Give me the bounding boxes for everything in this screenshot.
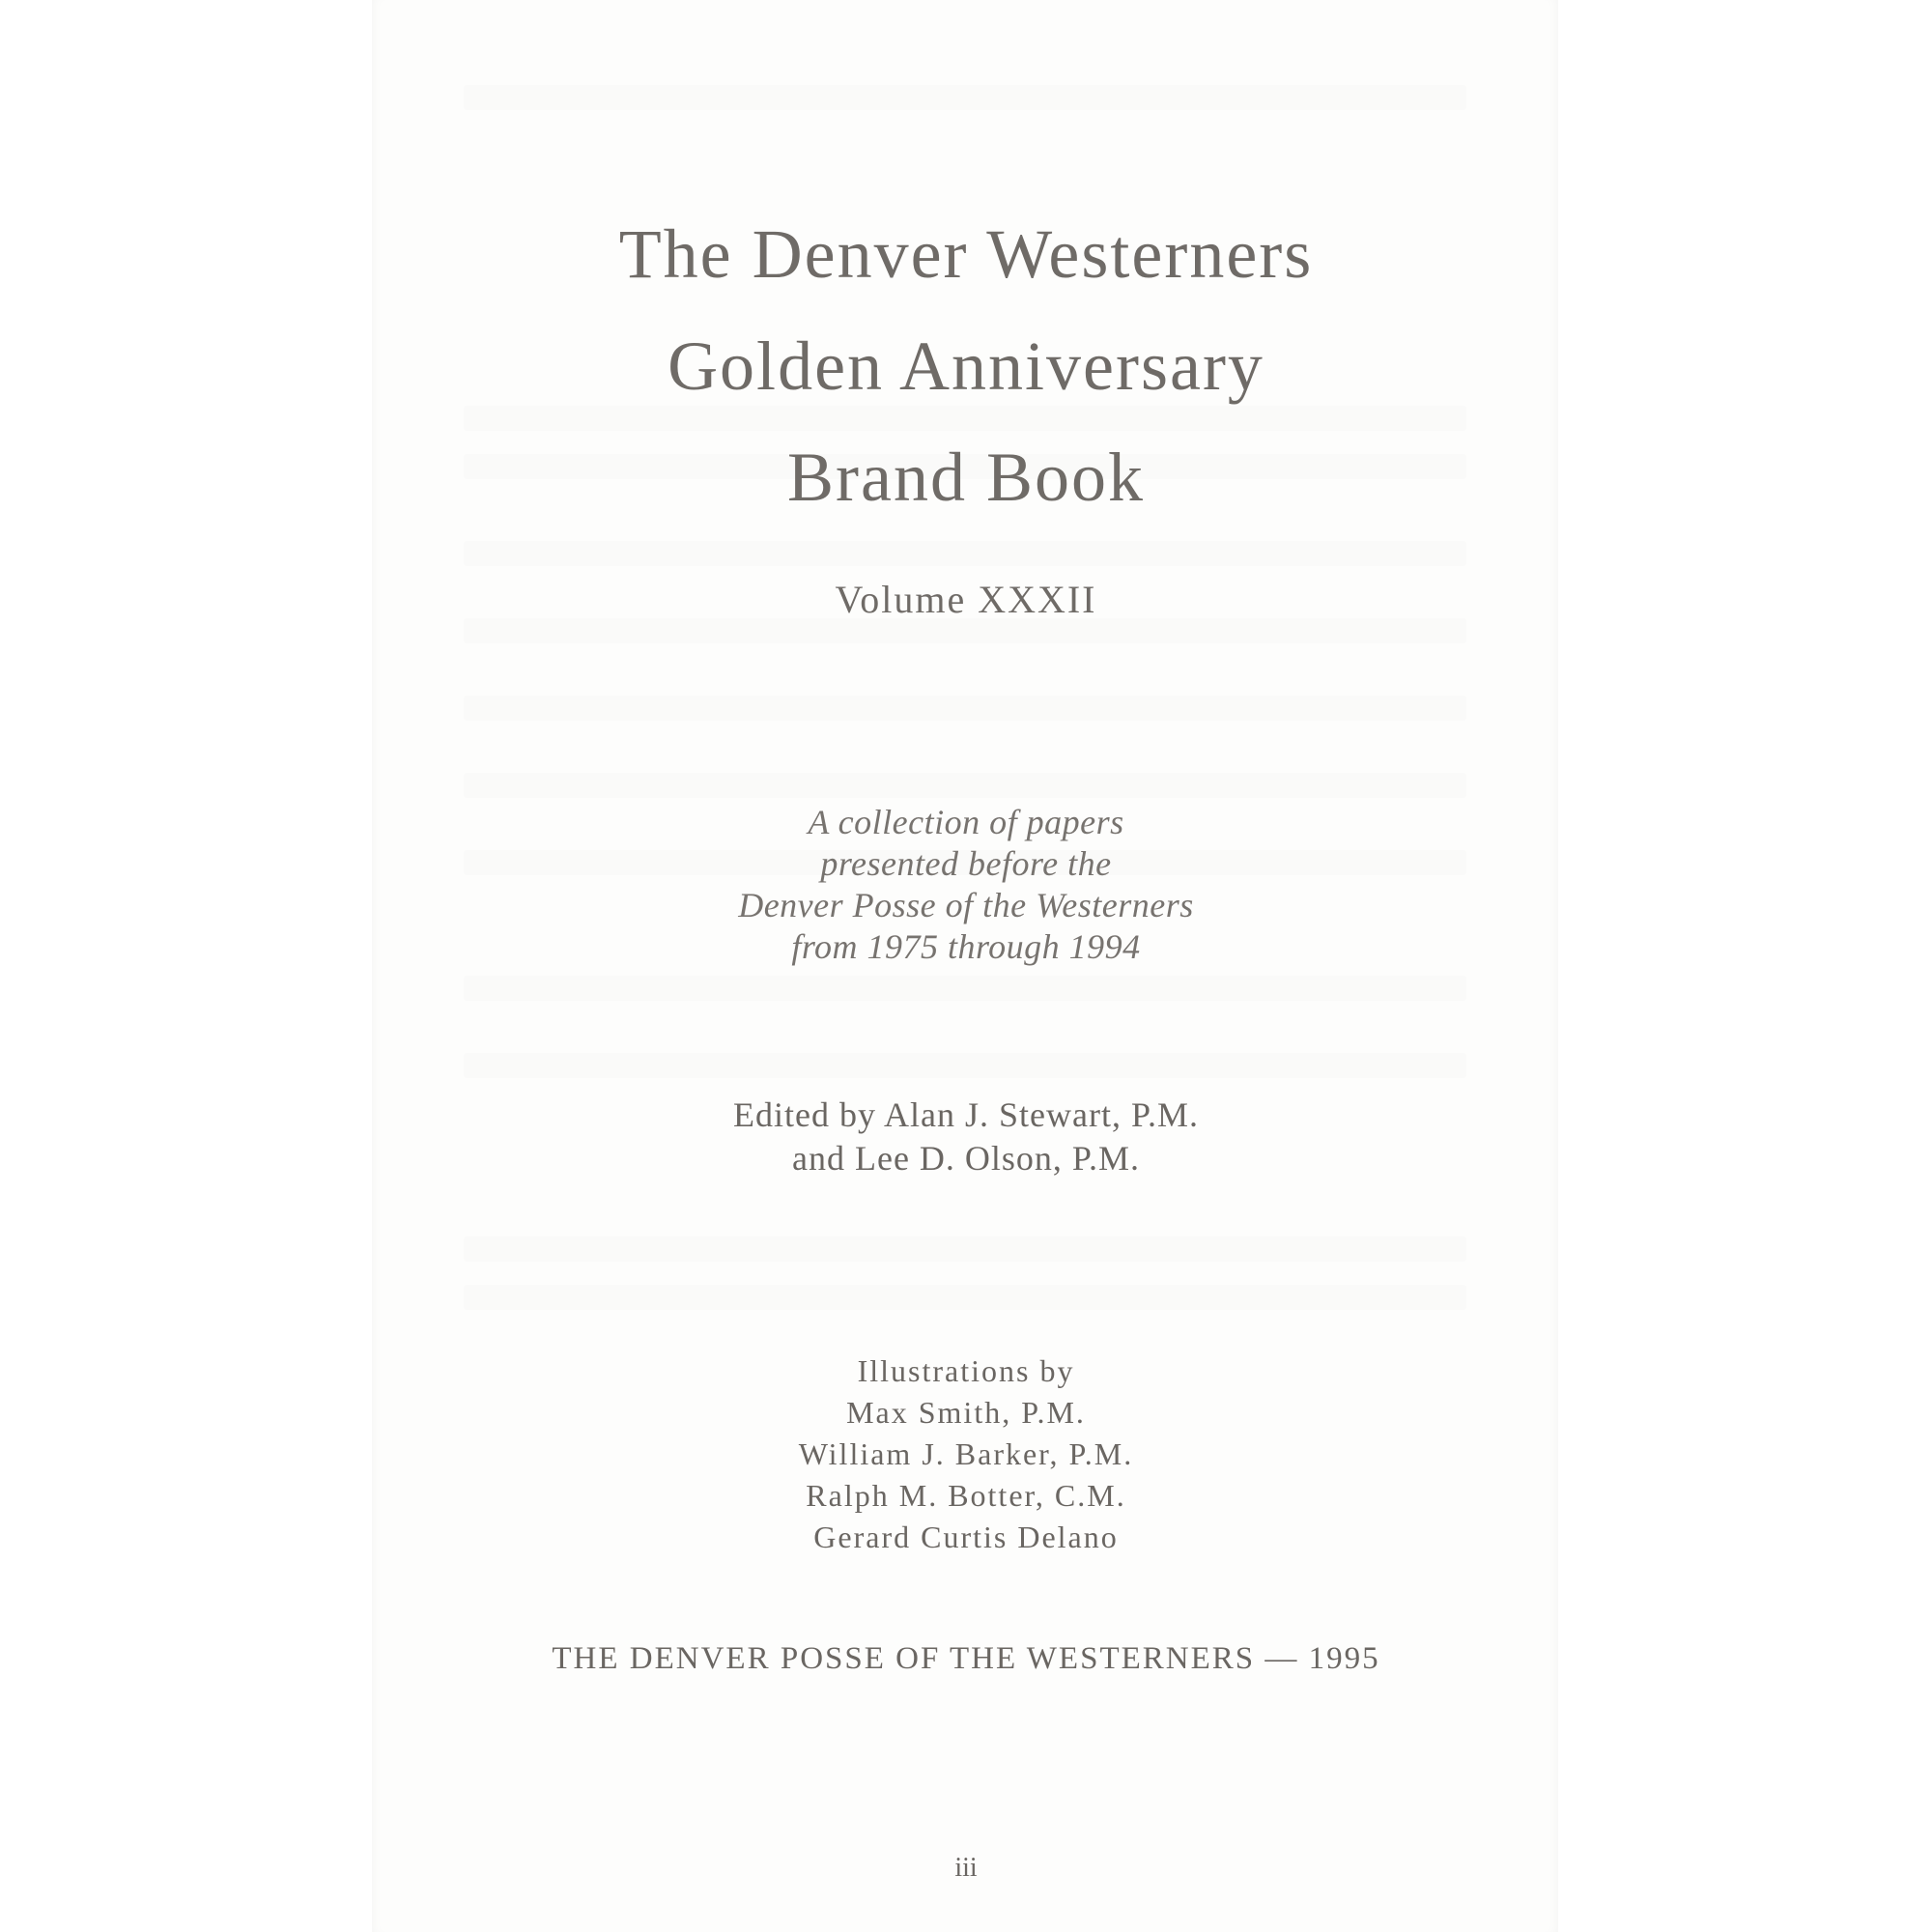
description-line-3: Denver Posse of the Westerners (738, 886, 1194, 924)
show-through-text (464, 541, 1466, 566)
illustrator-name: William J. Barker, P.M. (798, 1436, 1134, 1471)
illustrations-heading: Illustrations by (857, 1353, 1075, 1388)
title-line-2: Golden Anniversary (668, 327, 1264, 405)
show-through-text (464, 773, 1466, 798)
illustrator-name: Gerard Curtis Delano (813, 1520, 1119, 1554)
show-through-text (464, 1053, 1466, 1078)
description-line-4: from 1975 through 1994 (791, 927, 1141, 966)
illustrator-name: Ralph M. Botter, C.M. (806, 1478, 1126, 1513)
show-through-text (464, 406, 1466, 431)
volume-label: Volume XXXII (835, 578, 1097, 621)
title-line-3: Brand Book (787, 439, 1145, 516)
show-through-text (464, 696, 1466, 721)
show-through-text (464, 85, 1466, 110)
show-through-text (464, 1285, 1466, 1310)
description-line-1: A collection of papers (808, 803, 1124, 841)
show-through-text (464, 976, 1466, 1001)
title-line-1: The Denver Westerners (618, 215, 1314, 293)
editors-line-1: Edited by Alan J. Stewart, P.M. (733, 1095, 1199, 1134)
page-number: iii (954, 1853, 978, 1883)
publisher-line: THE DENVER POSSE OF THE WESTERNERS — 1995 (552, 1641, 1380, 1676)
editors-line-2: and Lee D. Olson, P.M. (792, 1139, 1140, 1178)
show-through-text (464, 1236, 1466, 1262)
illustrator-name: Max Smith, P.M. (846, 1395, 1086, 1430)
description-line-2: presented before the (820, 844, 1112, 883)
